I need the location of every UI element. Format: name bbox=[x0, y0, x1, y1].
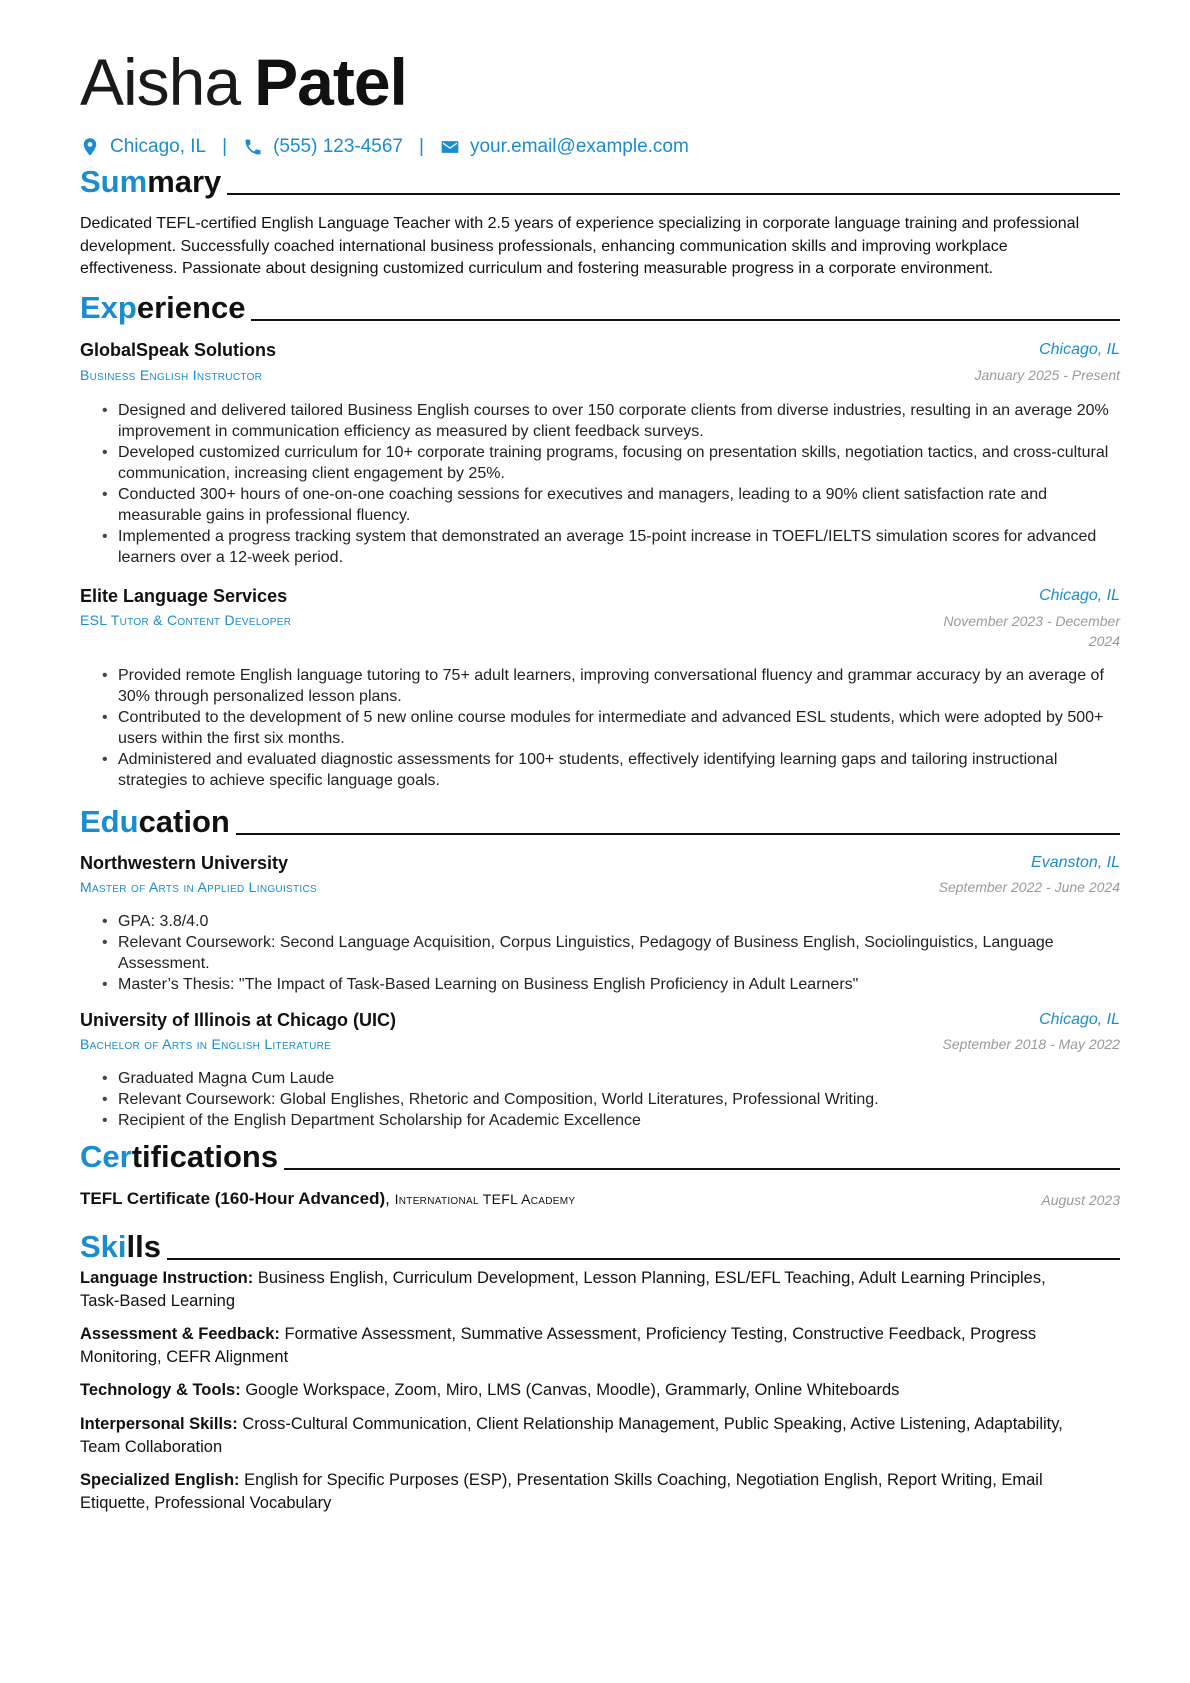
job-role: ESL Tutor & Content Developer bbox=[80, 612, 292, 628]
list-item: • Relevant Coursework: Second Language Acquisition, Corpus Linguistics, Pedagogy of Business English, Sociolinguistics, Language Assessment. bbox=[118, 932, 1118, 974]
section-title: Skills bbox=[80, 1229, 161, 1264]
section-rule bbox=[284, 1168, 1120, 1170]
contact-separator: | bbox=[419, 136, 424, 157]
section-heading-certifications bbox=[80, 1135, 1120, 1175]
skill-list: Google Workspace, Zoom, Miro, LMS (Canvas, Moodle), Grammarly, Online Whiteboards bbox=[245, 1381, 900, 1399]
phone-text: (555) 123-4567 bbox=[273, 136, 403, 157]
skill-list: Formative Assessment, Summative Assessment, Proficiency Testing, Constructive Feedback, Progress Monitoring, CEFR Alignment bbox=[80, 1325, 1037, 1366]
section-title: Education bbox=[80, 804, 230, 839]
job-organization: Elite Language Services bbox=[80, 586, 288, 606]
section-title: Experience bbox=[80, 290, 246, 325]
section-heading-experience bbox=[80, 286, 1120, 326]
certification-date: August 2023 bbox=[1041, 1192, 1120, 1208]
section-title: Certifications bbox=[80, 1139, 279, 1174]
skill-list: English for Specific Purposes (ESP), Presentation Skills Coaching, Negotiation English, Report Writing, Email Etiquette, Professional Vocabulary bbox=[80, 1471, 1043, 1512]
certification-item bbox=[80, 1189, 575, 1209]
school-location: Evanston, IL bbox=[1031, 854, 1120, 871]
envelope-icon bbox=[440, 137, 460, 157]
school-name: Northwestern University bbox=[80, 853, 289, 873]
section-heading-education bbox=[80, 800, 1120, 840]
list-item: • Designed and delivered tailored Business English courses to over 150 corporate clients from diverse industries, resulting in an average 20% improvement in communication efficiency as measured by client feedback surveys. bbox=[118, 400, 1118, 442]
list-item: • Recipient of the English Department Scholarship for Academic Excellence bbox=[118, 1110, 1118, 1131]
skill-label: Interpersonal Skills: bbox=[80, 1415, 238, 1433]
first-name: Aisha bbox=[80, 45, 241, 119]
list-item: • Contributed to the development of 5 new online course modules for intermediate and advanced ESL students, which were adopted by 500+ users within the first six months. bbox=[118, 707, 1118, 749]
skill-label: Technology & Tools: bbox=[80, 1381, 241, 1399]
section-rule bbox=[167, 1258, 1120, 1260]
certification-comma: , bbox=[385, 1189, 395, 1208]
last-name: Patel bbox=[254, 45, 407, 119]
section-title: Summary bbox=[80, 164, 222, 199]
skill-list: Cross-Cultural Communication, Client Relationship Management, Public Speaking, Active Listening, Adaptability, Team Collaboration bbox=[80, 1415, 1063, 1456]
section-heading-summary bbox=[80, 160, 1120, 200]
skill-label: Specialized English: bbox=[80, 1471, 240, 1489]
section-rule bbox=[251, 319, 1120, 321]
location-text: Chicago, IL bbox=[110, 136, 207, 157]
list-item: • Master’s Thesis: "The Impact of Task-Based Learning on Business English Proficiency in Adult Learners" bbox=[118, 974, 1118, 995]
contact-phone[interactable] bbox=[243, 136, 403, 158]
job-location: Chicago, IL bbox=[1039, 341, 1120, 358]
degree: Bachelor of Arts in English Literature bbox=[80, 1036, 332, 1052]
education-dates: September 2018 - May 2022 bbox=[942, 1036, 1120, 1052]
email-link[interactable]: your.email@example.com bbox=[469, 136, 689, 157]
contact-line bbox=[80, 132, 689, 162]
school-location: Chicago, IL bbox=[1039, 1011, 1120, 1028]
job-organization: GlobalSpeak Solutions bbox=[80, 340, 277, 360]
skill-label: Assessment & Feedback: bbox=[80, 1325, 280, 1343]
skill-group bbox=[80, 1413, 1080, 1458]
contact-location bbox=[80, 136, 206, 158]
job-dates: January 2025 - Present bbox=[974, 367, 1120, 383]
school-name: University of Illinois at Chicago (UIC) bbox=[80, 1010, 397, 1030]
section-rule bbox=[236, 833, 1120, 835]
job-role: Business English Instructor bbox=[80, 367, 263, 383]
summary-text: Dedicated TEFL-certified English Language Teacher with 2.5 years of experience specializing in corporate language training and professional development. Successfully coached international business professionals, enhancing communication skills and improving workplace effectiveness. Passionate about designing customized curriculum and fostering measurable progress in a corporate environment. bbox=[80, 215, 1080, 277]
section-heading-skills bbox=[80, 1225, 1120, 1265]
job-dates: November 2023 - December 2024 bbox=[943, 613, 1120, 649]
list-item: • Conducted 300+ hours of one-on-one coaching sessions for executives and managers, leading to a 90% client satisfaction rate and measurable gains in professional fluency. bbox=[118, 484, 1118, 526]
list-item: • Provided remote English language tutoring to 75+ adult learners, improving conversational fluency and grammar accuracy by an average of 30% through personalized lesson plans. bbox=[118, 665, 1118, 707]
list-item: • Graduated Magna Cum Laude bbox=[118, 1068, 1118, 1089]
list-item: • Relevant Coursework: Global Englishes, Rhetoric and Composition, World Literatures, Professional Writing. bbox=[118, 1089, 1118, 1110]
job-location: Chicago, IL bbox=[1039, 587, 1120, 604]
job-bullets bbox=[80, 400, 1118, 568]
list-item: • Administered and evaluated diagnostic assessments for 100+ students, effectively identifying learning gaps and tailoring instructional strategies to achieve specific language goals. bbox=[118, 749, 1118, 791]
job-bullets bbox=[80, 665, 1118, 791]
candidate-name bbox=[80, 42, 407, 122]
education-dates: September 2022 - June 2024 bbox=[938, 879, 1120, 895]
list-item: • Implemented a progress tracking system that demonstrated an average 15-point increase in TOEFL/IELTS simulation scores for advanced learners over a 12-week period. bbox=[118, 526, 1118, 568]
degree: Master of Arts in Applied Linguistics bbox=[80, 879, 317, 895]
skill-group bbox=[80, 1379, 1080, 1402]
skill-list: Business English, Curriculum Development, Lesson Planning, ESL/EFL Teaching, Adult Learning Principles, Task-Based Learning bbox=[80, 1269, 1046, 1310]
certification-name: TEFL Certificate (160-Hour Advanced) bbox=[80, 1189, 386, 1208]
contact-email[interactable] bbox=[440, 136, 689, 158]
list-item: • Developed customized curriculum for 10+ corporate training programs, focusing on presentation skills, negotiation tactics, and cross-cultural communication, increasing client engagement by 25%. bbox=[118, 442, 1118, 484]
map-marker-icon bbox=[80, 137, 100, 157]
contact-separator: | bbox=[222, 136, 228, 157]
section-rule bbox=[227, 193, 1120, 195]
education-bullets bbox=[80, 1068, 1118, 1131]
skill-group bbox=[80, 1323, 1080, 1368]
education-bullets bbox=[80, 911, 1118, 995]
skill-group bbox=[80, 1469, 1080, 1514]
phone-icon bbox=[243, 137, 263, 157]
skill-label: Language Instruction: bbox=[80, 1269, 254, 1287]
certification-institution: International TEFL Academy bbox=[394, 1191, 576, 1207]
list-item: • GPA: 3.8/4.0 bbox=[118, 911, 1118, 932]
skill-group bbox=[80, 1267, 1080, 1312]
